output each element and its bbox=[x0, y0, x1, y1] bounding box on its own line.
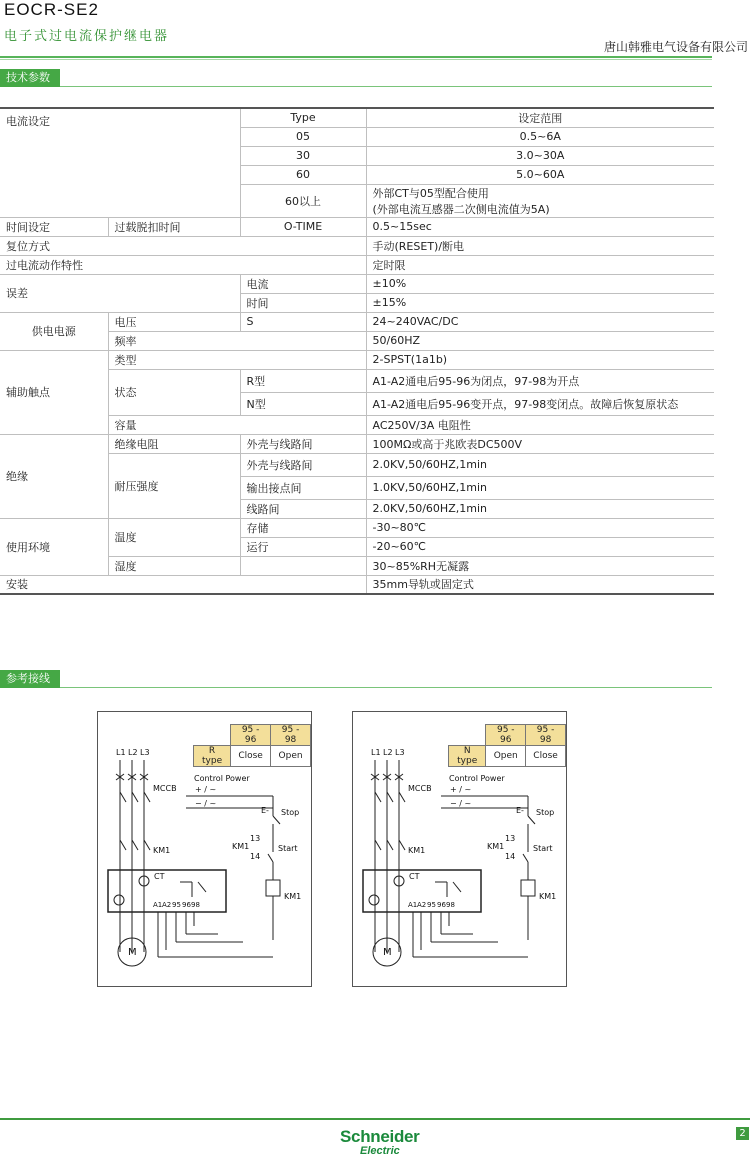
label-km1: KM1 bbox=[153, 846, 171, 855]
table-cell: 频率 bbox=[108, 331, 366, 350]
table-row bbox=[0, 415, 714, 434]
terminal-95: 95 bbox=[427, 901, 436, 909]
table-cell: R型 bbox=[240, 369, 366, 392]
table-cell-line: (外部电流互感器二次侧电流值为5A) bbox=[372, 202, 550, 216]
table-cell: O-TIME bbox=[240, 217, 366, 236]
label-km1-aux: KM1 bbox=[487, 842, 505, 851]
terminal-98: 98 bbox=[191, 901, 200, 909]
label-l3: L3 bbox=[140, 748, 150, 757]
table-row bbox=[0, 312, 714, 331]
table-cell: 状态 bbox=[108, 369, 240, 415]
table-cell: 35mm导轨或固定式 bbox=[366, 575, 714, 594]
label-minus: − / ~ bbox=[450, 799, 472, 808]
table-cell: N型 bbox=[240, 392, 366, 415]
label-control-power: Control Power bbox=[194, 774, 250, 783]
table-cell: 耐压强度 bbox=[108, 453, 240, 518]
table-row bbox=[0, 434, 714, 453]
table-row bbox=[0, 369, 714, 392]
product-title: EOCR-SE2 bbox=[4, 0, 99, 19]
section-line-wiring bbox=[60, 687, 712, 688]
label-control-power: Control Power bbox=[449, 774, 505, 783]
wiring-diagram-r-type bbox=[97, 711, 312, 987]
terminal-a2: A2 bbox=[162, 901, 172, 909]
section-tag-specs: 技术参数 bbox=[0, 69, 60, 87]
label-l1: L1 bbox=[371, 748, 381, 757]
table-cell: 1.0KV,50/60HZ,1min bbox=[366, 476, 714, 499]
motor-label: M bbox=[383, 947, 392, 958]
label-e: E- bbox=[261, 806, 269, 815]
table-cell: 0.5~6A bbox=[366, 127, 714, 146]
table-cell: Close bbox=[231, 746, 271, 767]
table-cell: 辅助触点 bbox=[0, 350, 108, 434]
table-row bbox=[0, 331, 714, 350]
label-minus: − / ~ bbox=[195, 799, 217, 808]
table-header: 95 - 96 bbox=[231, 725, 271, 746]
terminal-98: 98 bbox=[446, 901, 455, 909]
terminal-95: 95 bbox=[172, 901, 181, 909]
table-cell: 3.0~30A bbox=[366, 146, 714, 165]
label-l1: L1 bbox=[116, 748, 126, 757]
label-14: 14 bbox=[250, 852, 261, 861]
table-cell: Open bbox=[486, 746, 526, 767]
wiring-diagram-n-type bbox=[352, 711, 567, 987]
table-row bbox=[0, 453, 714, 476]
spec-label-current: 电流设定 bbox=[0, 108, 240, 217]
table-cell: 容量 bbox=[108, 415, 366, 434]
label-plus: + / ~ bbox=[195, 785, 217, 794]
table-cell: 24~240VAC/DC bbox=[366, 312, 714, 331]
terminal-a2: A2 bbox=[417, 901, 427, 909]
table-cell: 供电电源 bbox=[0, 312, 108, 350]
table-header: 95 - 98 bbox=[271, 725, 311, 746]
table-cell: 电流 bbox=[240, 274, 366, 293]
table-cell: -30~80℃ bbox=[366, 518, 714, 537]
label-mccb: MCCB bbox=[153, 784, 177, 793]
label-e: E- bbox=[516, 806, 524, 815]
table-cell: ±15% bbox=[366, 293, 714, 312]
table-cell: 时间设定 bbox=[0, 217, 108, 236]
table-cell: N type bbox=[449, 746, 486, 767]
table-row bbox=[0, 575, 714, 594]
company-name: 唐山韩雅电气设备有限公司 bbox=[603, 40, 748, 54]
terminal-96: 96 bbox=[437, 901, 446, 909]
label-l2: L2 bbox=[128, 748, 138, 757]
label-start: Start bbox=[278, 844, 298, 853]
table-row bbox=[0, 274, 714, 293]
label-ct: CT bbox=[409, 872, 420, 881]
table-header: 95 - 98 bbox=[526, 725, 566, 746]
table-cell: 时间 bbox=[240, 293, 366, 312]
table-cell: 复位方式 bbox=[0, 236, 366, 255]
table-cell: 100MΩ或高于兆欧表DC500V bbox=[366, 434, 714, 453]
terminal-a1: A1 bbox=[408, 901, 418, 909]
terminal-96: 96 bbox=[182, 901, 191, 909]
label-stop: Stop bbox=[281, 808, 300, 817]
table-cell: 线路间 bbox=[240, 499, 366, 518]
table-cell: 存储 bbox=[240, 518, 366, 537]
table-cell: 30~85%RH无凝露 bbox=[366, 556, 714, 575]
table-row bbox=[0, 350, 714, 369]
table-cell: 误差 bbox=[0, 274, 240, 312]
label-l2: L2 bbox=[383, 748, 393, 757]
section-line-specs bbox=[60, 86, 712, 87]
table-cell: 50/60HZ bbox=[366, 331, 714, 350]
table-cell: 安装 bbox=[0, 575, 366, 594]
table-cell: 60 bbox=[240, 165, 366, 184]
table-row bbox=[0, 217, 714, 236]
label-13: 13 bbox=[250, 834, 261, 843]
table-cell: 过载脱扣时间 bbox=[108, 217, 240, 236]
label-stop: Stop bbox=[536, 808, 555, 817]
spec-header-range: 设定范围 bbox=[366, 108, 714, 127]
table-cell: 05 bbox=[240, 127, 366, 146]
table-row bbox=[0, 556, 714, 575]
table-cell: 5.0~60A bbox=[366, 165, 714, 184]
header-divider bbox=[0, 56, 712, 58]
table-cell: 过电流动作特性 bbox=[0, 255, 366, 274]
table-cell: 30 bbox=[240, 146, 366, 165]
table-cell: 温度 bbox=[108, 518, 240, 556]
terminal-a1: A1 bbox=[153, 901, 163, 909]
table-cell: 2.0KV,50/60HZ,1min bbox=[366, 499, 714, 518]
table-cell: 使用环境 bbox=[0, 518, 108, 575]
header-divider-thin bbox=[0, 59, 712, 60]
table-cell: 运行 bbox=[240, 537, 366, 556]
table-cell: 绝缘 bbox=[0, 434, 108, 518]
table-cell: 外壳与线路间 bbox=[240, 453, 366, 476]
table-cell: S bbox=[240, 312, 366, 331]
label-l3: L3 bbox=[395, 748, 405, 757]
table-header: 95 - 96 bbox=[486, 725, 526, 746]
table-row bbox=[0, 518, 714, 537]
table-cell bbox=[240, 556, 366, 575]
table-cell-line: 外部CT与05型配合使用 bbox=[372, 186, 489, 200]
table-cell: 湿度 bbox=[108, 556, 240, 575]
table-cell: 60以上 bbox=[240, 184, 366, 217]
table-cell: A1-A2通电后95-96为闭点，97-98为开点 bbox=[366, 369, 714, 392]
table-row bbox=[0, 236, 714, 255]
table-cell: 输出接点间 bbox=[240, 476, 366, 499]
label-mccb: MCCB bbox=[408, 784, 432, 793]
spec-table bbox=[0, 107, 714, 595]
table-cell: 2.0KV,50/60HZ,1min bbox=[366, 453, 714, 476]
label-ct: CT bbox=[154, 872, 165, 881]
label-13: 13 bbox=[505, 834, 516, 843]
table-cell: Close bbox=[526, 746, 566, 767]
table-cell: ±10% bbox=[366, 274, 714, 293]
table-row bbox=[0, 108, 714, 127]
brand-logo-schneider: Schneider bbox=[340, 1127, 420, 1146]
brand-logo-electric: Electric bbox=[360, 1145, 400, 1157]
table-cell: 定时限 bbox=[366, 255, 714, 274]
product-subtitle: 电子式过电流保护继电器 bbox=[4, 29, 170, 44]
table-cell: Open bbox=[271, 746, 311, 767]
table-cell: R type bbox=[194, 746, 231, 767]
motor-label: M bbox=[128, 947, 137, 958]
table-cell bbox=[366, 184, 714, 217]
label-plus: + / ~ bbox=[450, 785, 472, 794]
table-cell: 手动(RESET)/断电 bbox=[366, 236, 714, 255]
label-km1-coil: KM1 bbox=[539, 892, 557, 901]
table-row bbox=[0, 255, 714, 274]
table-cell: 2-SPST(1a1b) bbox=[366, 350, 714, 369]
label-km1-aux: KM1 bbox=[232, 842, 250, 851]
table-cell: AC250V/3A 电阻性 bbox=[366, 415, 714, 434]
table-cell: 外壳与线路间 bbox=[240, 434, 366, 453]
label-14: 14 bbox=[505, 852, 516, 861]
label-km1-coil: KM1 bbox=[284, 892, 302, 901]
page-number: 2 bbox=[736, 1127, 749, 1140]
section-tag-wiring: 参考接线 bbox=[0, 670, 60, 688]
spec-header-type: Type bbox=[240, 108, 366, 127]
table-cell: A1-A2通电后95-96变开点，97-98变闭点。故障后恢复原状态 bbox=[366, 392, 714, 415]
label-km1: KM1 bbox=[408, 846, 426, 855]
table-cell: -20~60℃ bbox=[366, 537, 714, 556]
table-cell: 0.5~15sec bbox=[366, 217, 714, 236]
table-cell: 类型 bbox=[108, 350, 366, 369]
footer-divider bbox=[0, 1118, 750, 1120]
label-start: Start bbox=[533, 844, 553, 853]
table-cell: 绝缘电阻 bbox=[108, 434, 240, 453]
table-cell: 电压 bbox=[108, 312, 240, 331]
